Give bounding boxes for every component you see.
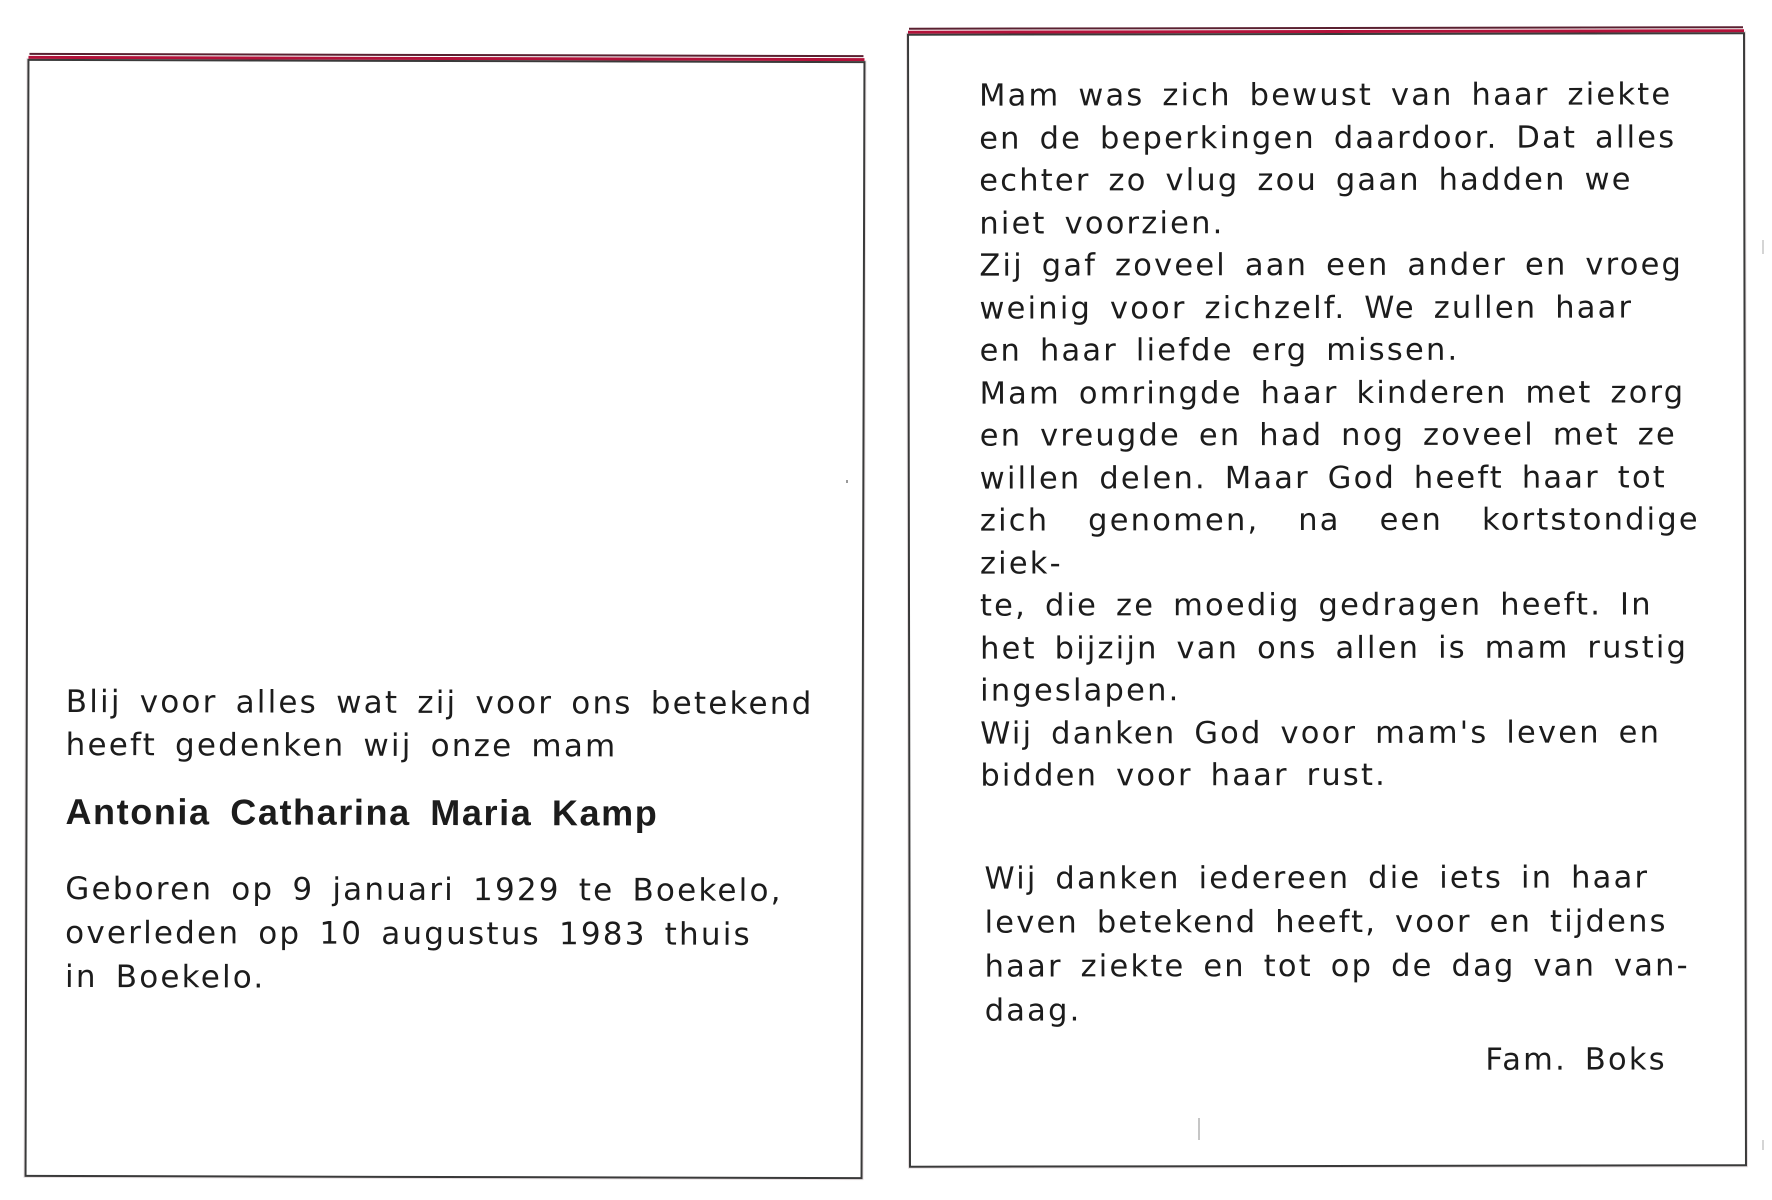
body-paragraph: Mam was zich bewust van haar ziekte en de beperkingen daardoor. Dat alles echter zo vlug zou gaan hadden we niet voorzien.: [979, 77, 1677, 242]
family-signature: [1485, 1042, 1667, 1077]
intro-paragraph: Blij voor alles wat zij voor ons betekend heeft gedenken wij onze mam: [65, 684, 814, 765]
body-paragraph: Zij gaf zoveel aan een ander en vroeg weinig voor zichzelf. We zullen haar en haar liefde erg missen.: [979, 247, 1684, 369]
scan-speck: [846, 480, 848, 483]
scan-speck: [1762, 1140, 1764, 1150]
dates-paragraph: Geboren op 9 januari 1929 te Boekelo, overleden op 10 augustus 1983 thuis in Boekelo.: [65, 871, 783, 996]
body-paragraph: Wij danken God voor mam's leven en bidden voor haar rust.: [980, 714, 1662, 794]
thanks-paragraph: Wij danken iedereen die iets in haar leven betekend heeft, voor en tijdens haar ziekte en tot op de dag van van- daag.: [984, 860, 1690, 1029]
memorial-text-body: [979, 74, 1700, 798]
deceased-name: [65, 791, 845, 835]
signature-text: Fam. Boks: [1485, 1042, 1667, 1078]
name-heading: Antonia Catharina Maria Kamp: [65, 791, 659, 834]
scan-speck: [1762, 240, 1764, 254]
thanks-text: [984, 856, 1704, 1033]
birth-death-details: [65, 867, 845, 1001]
memorial-card-right: [907, 32, 1747, 1167]
card-top-edge: [29, 53, 863, 63]
card-top-edge: [909, 26, 1743, 35]
memorial-intro-text: [66, 681, 836, 769]
body-paragraph: Mam omringde haar kinderen met zorg en vreugde en had nog zoveel met ze willen delen. Maar God heeft haar tot zich genomen, na een kortstondige ziek- te, die ze moedig gedragen heeft. In het bijzijn van ons allen is mam rustig ingeslapen.: [979, 374, 1700, 709]
memorial-card-left: [25, 59, 866, 1179]
scan-speck: [1198, 1118, 1200, 1140]
